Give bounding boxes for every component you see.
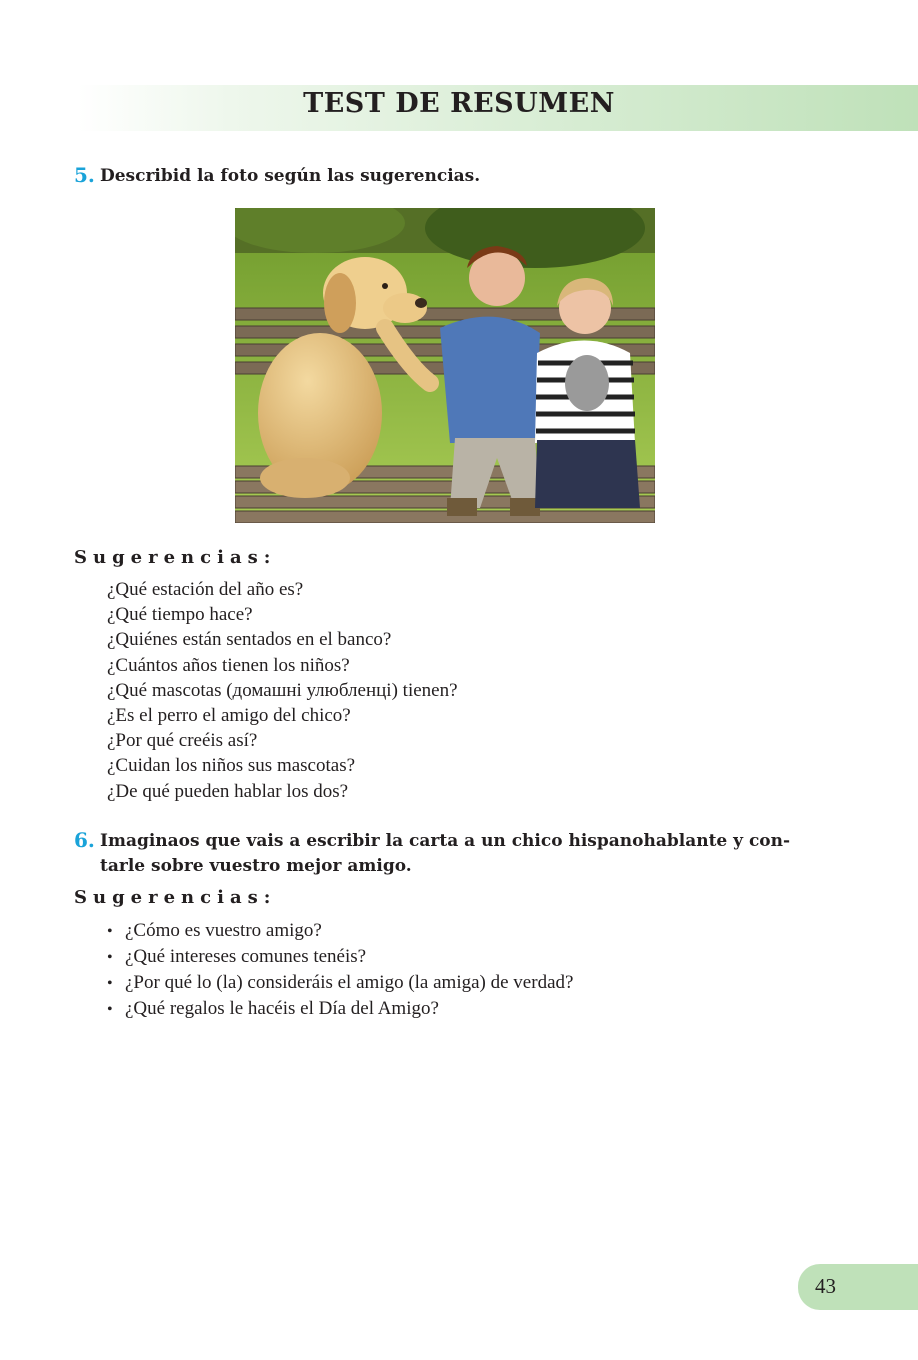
exercise-5-instruction: Describid la foto según las sugerencias.	[100, 166, 481, 186]
list-item: ¿Qué mascotas (домашні улюбленці) tienen?	[107, 679, 458, 701]
list-item: ¿Cuidan los niños sus mascotas?	[107, 755, 356, 777]
exercise-6-instruction-line1: Imaginaos que vais a escribir la carta a un chico hispanohablante y con-	[100, 831, 791, 851]
bullet-icon: •	[107, 975, 113, 992]
page-title: TEST DE RESUMEN	[303, 88, 615, 119]
list-item-text: ¿Por qué lo (la) consideráis el amigo (la amiga) de verdad?	[125, 972, 574, 993]
exercise-6-instruction	[100, 829, 790, 879]
list-item-text: ¿Qué regalos le hacéis el Día del Amigo?	[125, 998, 439, 1019]
list-item	[107, 970, 573, 996]
list-item	[107, 918, 573, 944]
suggestions-label-6: Sugerencias:	[74, 887, 277, 908]
list-item: ¿Es el perro el amigo del chico?	[107, 705, 351, 727]
bullet-icon: •	[107, 923, 113, 940]
exercise-6-instruction-line2: tarle sobre vuestro mejor amigo.	[100, 856, 412, 876]
list-item-text: ¿Qué intereses comunes tenéis?	[125, 946, 367, 967]
list-item: ¿Quiénes están sentados en el banco?	[107, 629, 392, 651]
page-number: 43	[815, 1274, 836, 1298]
list-item: ¿Qué estación del año es?	[107, 579, 304, 600]
list-item: ¿Cuántos años tienen los niños?	[107, 654, 350, 676]
exercise-6-number: 6.	[74, 828, 95, 852]
bullet-icon: •	[107, 1001, 113, 1018]
list-item-text: ¿Cómo es vuestro amigo?	[125, 920, 322, 941]
list-item: ¿Por qué creéis así?	[107, 730, 258, 752]
exercise-5-questions	[107, 577, 458, 804]
photo-children-dog-bench	[235, 208, 655, 523]
bullet-icon: •	[107, 949, 113, 966]
exercise-6-questions	[107, 918, 573, 1022]
list-item: ¿Qué tiempo hace?	[107, 604, 253, 626]
list-item	[107, 996, 573, 1022]
list-item	[107, 944, 573, 970]
suggestions-label-5: Sugerencias:	[74, 547, 277, 568]
list-item: ¿De qué pueden hablar los dos?	[107, 780, 349, 802]
exercise-5-number: 5.	[74, 163, 95, 187]
